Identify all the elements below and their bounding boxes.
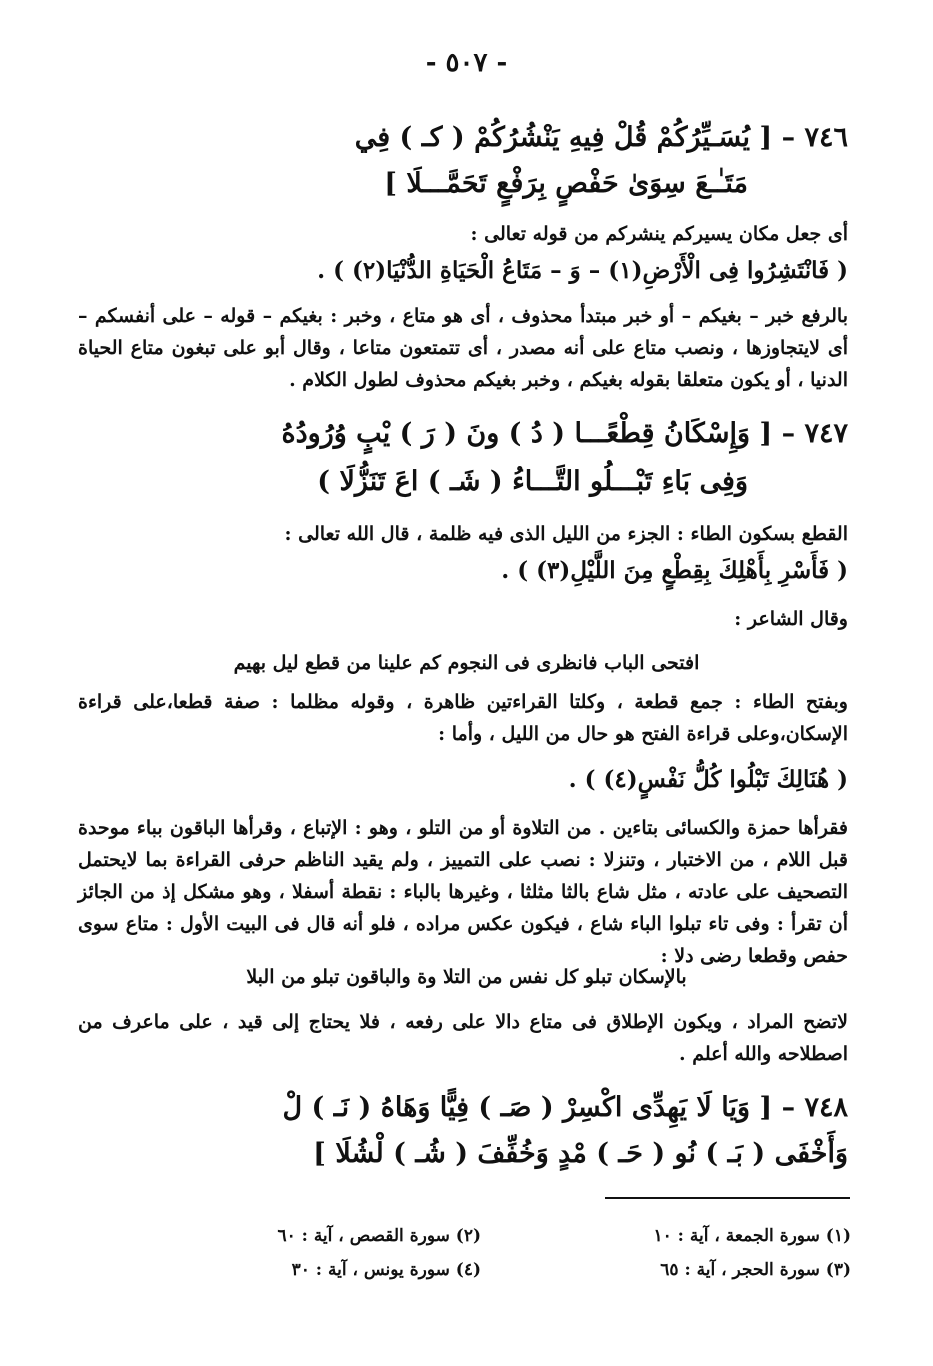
commentary-paragraph-6: فقرأها حمزة والكسائى بتاءين . من التلاوة أو من التلو ، وهو : الإتباع ، وقرأها الباقون بباء موحدة قبل اللام ، من الاختبار ، وتنزلا : نصب على التمييز ، ولم يقيد الناظم حرفى القراءة بما لايحتمل التصحيف على عادته ، مثل شاع بالثا مثلثا ، وغيرها بالباء : نقطة أسفلا ، وهو مشكل إذ من الجائز أن تقرأ : وفى تاء تبلوا الباء شاع ، فيكون عكس مراده ، فلو أنه قال فى البيت الأول : متاع سوى حفص وقطعا رضى دلا : xyxy=(78,817,848,967)
poem-line-1: افتحى الباب فانظرى فى النجوم كم علينا من قطع ليل بهيم xyxy=(233,652,700,674)
page-number: - ٥٠٧ - xyxy=(425,48,508,78)
footnote-1: (١) سورة الجمعة ، آية : ١٠ xyxy=(653,1226,851,1246)
verse-748-line-2: وَأَخْفَى ( بَـ ) نُو ( حَـ ) مْدٍ وَخُفِّفَ ( شُـ ) لْشُلَا ] xyxy=(313,1138,848,1169)
quran-quote-1: ( فَانْتَشِرُوا فِى الْأَرْضِ(١) – وَ – مَتَاعُ الْحَيَاةِ الدُّنْيَا(٢) ) . xyxy=(317,257,848,284)
footnote-4: (٤) سورة يونس ، آية : ٣٠ xyxy=(291,1260,481,1280)
quran-quote-2: ( فَأَسْرِ بِأَهْلِكَ بِقِطْعٍ مِنَ اللَّيْلِ(٣) ) . xyxy=(501,557,848,584)
poem-line-2: بالإسكان تبلو كل نفس من التلا وة والباقون تبلو من البلا xyxy=(246,966,687,988)
verse-746-line-2: مَتَـٰـعَ سِوَىٰ حَفْصٍ بِرَفْعٍ تَحَمَّـــلَا ] xyxy=(384,168,748,199)
verse-747-line-2: وَفِى بَاءِ تَبْـــلُو التَّـــاءُ ( شَـ ) اعَ تَنَزُّلَا ) xyxy=(317,466,748,497)
footnote-separator xyxy=(605,1197,850,1199)
commentary-paragraph-5: وبفتح الطاء : جمع قطعة ، وكلتا القراءتين ظاهرة ، وقوله مظلما : صفة قطعا،على قراءة الإسكان،وعلى قراءة الفتح هو حال من الليل ، وأما : xyxy=(78,691,848,745)
commentary-paragraph-2: بالرفع خبر – بغيكم – أو خبر مبتدأ محذوف ، أى هو متاع ، وخبر : بغيكم – قوله – على أنفسكم – أى لايتجاوزها ، ونصب متاع على أنه مصدر ، أى تتمتعون متاعا ، وقال أبو على تبغون متاع الحياة الدنيا ، أو يكون متعلقا بقوله بغيكم ، وخبر بغيكم محذوف لطول الكلام . xyxy=(78,305,848,391)
commentary-paragraph-3: القطع بسكون الطاء : الجزء من الليل الذى فيه ظلمة ، قال الله تعالى : xyxy=(284,523,848,545)
verse-748-line-1: ٧٤٨ – [ وَيَا لَا يَهِدِّى اكْسِرْ ( صَـ ) فِيًّا وَهَاهُ ( نَـ ) لْ xyxy=(282,1092,848,1123)
verse-747-line-1: ٧٤٧ – [ وَإِسْكَانُ قِطْعًـــا ( دُ ) ونَ ( رَ ) يْبٍ وُرُودُهُ xyxy=(281,418,848,449)
verse-746-line-1: ٧٤٦ – [ يُسَـيِّرُكُمْ قُلْ فِيهِ يَنْشُرُكُمْ ( كـ ) فِي xyxy=(354,122,848,153)
commentary-paragraph-4: وقال الشاعر : xyxy=(734,608,848,630)
footnote-3: (٣) سورة الحجر ، آية : ٦٥ xyxy=(660,1260,851,1280)
quran-quote-3: ( هُنَالِكَ تَبْلُوا كُلُّ نَفْسٍ(٤) ) . xyxy=(568,766,848,793)
footnote-2: (٢) سورة القصص ، آية : ٦٠ xyxy=(277,1226,481,1246)
commentary-paragraph-7: لاتضح المراد ، ويكون الإطلاق فى متاع دالا على رفعه ، فلا يحتاج إلى قيد ، على ماعرف من اصطلاحه والله أعلم . xyxy=(78,1011,848,1065)
commentary-paragraph-1: أى جعل مكان يسيركم ينشركم من قوله تعالى : xyxy=(470,223,848,245)
